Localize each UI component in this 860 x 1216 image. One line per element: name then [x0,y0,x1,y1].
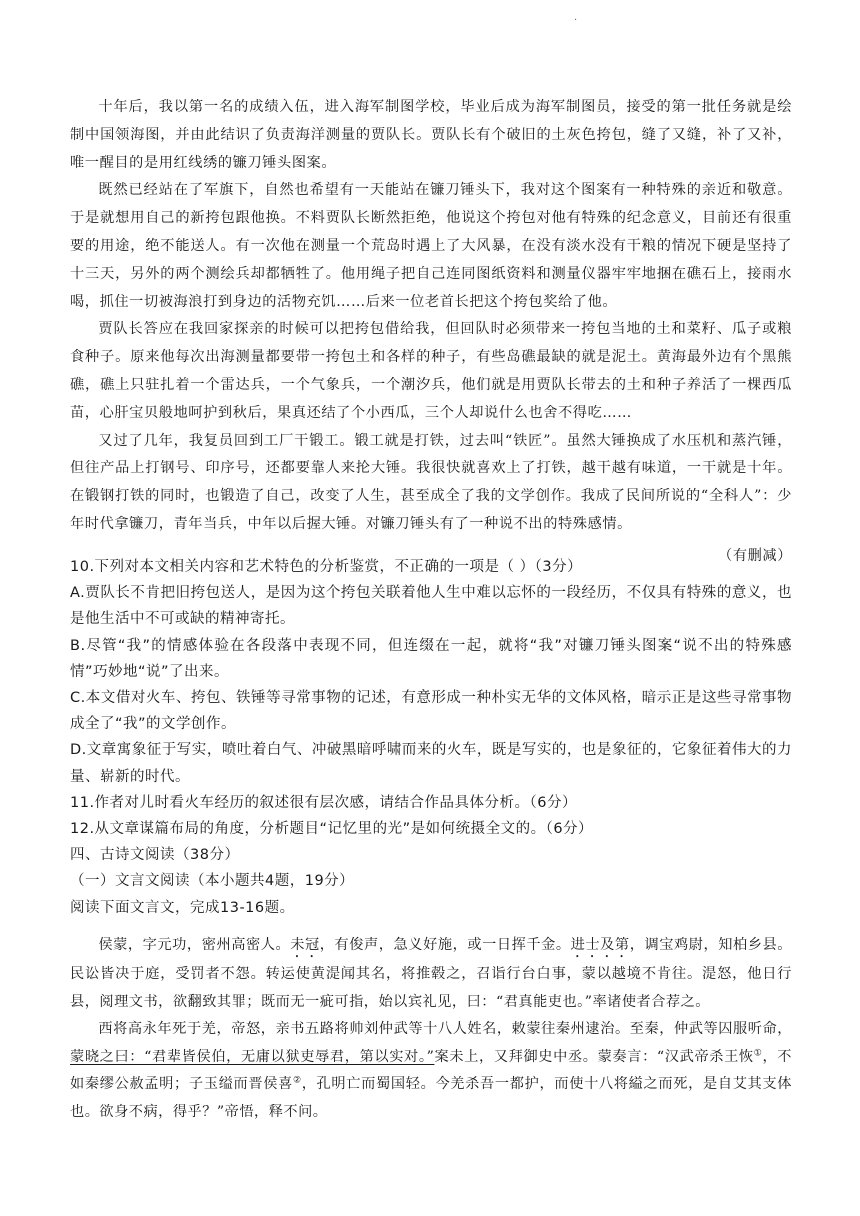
story-paragraph: 十年后，我以第一名的成绩入伍，进入海军制图学校，毕业后成为海军制图员，接受的第一批任务就是绘制中国领海图，并由此结识了负责海洋测量的贾队长。贾队长有个破旧的土灰色挎包，缝了又缝，补了又补，唯一醒目的是用红线绣的镰刀锤头图案。 [70,99,792,171]
question-12: 12.从文章谋篇布局的角度，分析题目“记忆里的光”是如何统摄全文的。（6分） [70,821,594,838]
question-11: 11.作者对儿时看火车经历的叙述很有层次感，请结合作品具体分析。（6分） [70,794,578,811]
section-heading: 四、古诗文阅读（38分） [70,847,240,864]
story-paragraph: 贾队长答应在我回家探亲的时候可以把挎包借给我，但回队时必须带来一挎包当地的土和菜籽、瓜子或粮食种子。原来他每次出海测量都要带一挎包土和各样的种子，有些岛礁最缺的就是泥土。黄海最外边有个黑熊礁，礁上只驻扎着一个雷达兵，一个气象兵，一个潮汐兵，他们就是用贾队长带去的土和种子养活了一棵西瓜苗，心肝宝贝般地呵护到秋后，果真还结了个小西瓜，三个人却说什么也舍不得吃…… [70,321,792,421]
question-10-option-b: B.尽管“我”的情感体验在各段落中表现不同，但连缀在一起，就将“我”对镰刀锤头图案“说不出的特殊感情”巧妙地“说”了出来。 [70,637,792,680]
classical-paragraph-2: 西将高永年死于羌，帝怒，亲书五路将帅刘仲武等十八人姓名，敕蒙往秦州逮治。至秦，仲武等囚服听命，蒙晓之曰：“君辈皆侯伯，无庸以狱吏辱君，第以实对。”案未上，又拜御史中丞。蒙奏言：“汉武帝杀王恢①，不如秦缪公赦孟明；子玉缢而晋侯喜②，孔明亡而蜀国轻。今羌杀吾一都护，而使十八将縊之而死，是自艾其支体也。欲身不病，得乎？”帝悟，释不问。 [70,1021,792,1120]
question-10-stem: 10.下列对本文相关内容和艺术特色的分析鉴赏，不正确的一项是（ ）（3分） [70,559,583,575]
abridged-note: （有删减） [718,547,792,564]
header-mark: . [574,12,578,23]
question-10-option-a: A.贾队长不肯把旧挎包送人，是因为这个挎包关联着他人生中难以忘怀的一段经历，不仅具有特殊的意义，也是他生活中不可或缺的精神寄托。 [70,585,792,628]
emphasis-term: 未冠 [290,937,320,953]
story-paragraph: 既然已经站在了军旗下，自然也希望有一天能站在镰刀锤头下，我对这个图案有一种特殊的亲近和敬意。于是就想用自己的新挎包跟他换。不料贾队长断然拒绝，他说这个挎包对他有特殊的纪念意义，目前还有很重要的用途，绝不能送人。有一次他在测量一个荒岛时遇上了大风暴，在没有淡水没有干粮的情况下硬是坚持了十三天，另外的两个测绘兵却都牺牲了。他用绳子把自己连同图纸资料和测量仪器牢牢地捆在礁石上，接雨水喝，抓住一切被海浪打到身边的活物充饥……后来一位老首长把这个挎包奖给了他。 [70,182,792,310]
footnote-marker: ① [753,1047,763,1058]
questions [70,554,792,921]
story-paragraph: 又过了几年，我复员回到工厂干锻工。锻工就是打铁，过去叫“铁匠”。虽然大锤换成了水压机和蒸汽锤，但往产品上打钢号、印序号，还都要靠人来抡大锤。我很快就喜欢上了打铁，越干越有味道，一干就是十年。在锻钢打铁的同时，也锻造了自己，改变了人生，甚至成全了我的文学创作。我成了民间所说的“全科人”：少年时代拿镰刀，青年当兵，中年以后握大锤。对镰刀锤头有了一种说不出的特殊感情。 [70,432,792,532]
classical-text [70,932,792,1126]
story-text [70,94,792,571]
reading-instruction: 阅读下面文言文，完成13-16题。 [70,899,295,916]
emphasis-term: 进士及第 [570,937,630,953]
question-10-option-d: D.文章寓象征于写实，喷吐着白气、冲破黑暗呼啸而来的火车，既是写实的，也是象征的，它象征着伟大的力量、崭新的时代。 [70,742,792,785]
question-10-option-c: C.本文借对火车、挎包、铁锤等寻常事物的记述，有意形成一种朴实无华的文体风格，暗示正是这些寻常事物成全了“我”的文学创作。 [70,690,792,733]
underlined-sentence: 蒙晓之曰：“君辈皆侯伯，无庸以狱吏辱君，第以实对。” [70,1048,435,1065]
subsection-heading: （一）文言文阅读（本小题共4题，19分） [70,873,355,890]
classical-paragraph-1: 侯蒙，字元功，密州高密人。未冠，有俊声，急义好施，或一日挥千金。进士及第，调宝鸡尉，知柏乡县。民讼皆决于庭，受罚者不怨。转运使黄湜闻其名，将推毂之，召诣行台白事，蒙以越境不肯往。湜怒，他日行县，阅理文书，欲翻致其罪；既而无一疵可指，始以宾礼见，曰：“君真能吏也。”率诸使者合荐之。 [70,937,792,1010]
footnote-marker: ② [292,1075,302,1086]
